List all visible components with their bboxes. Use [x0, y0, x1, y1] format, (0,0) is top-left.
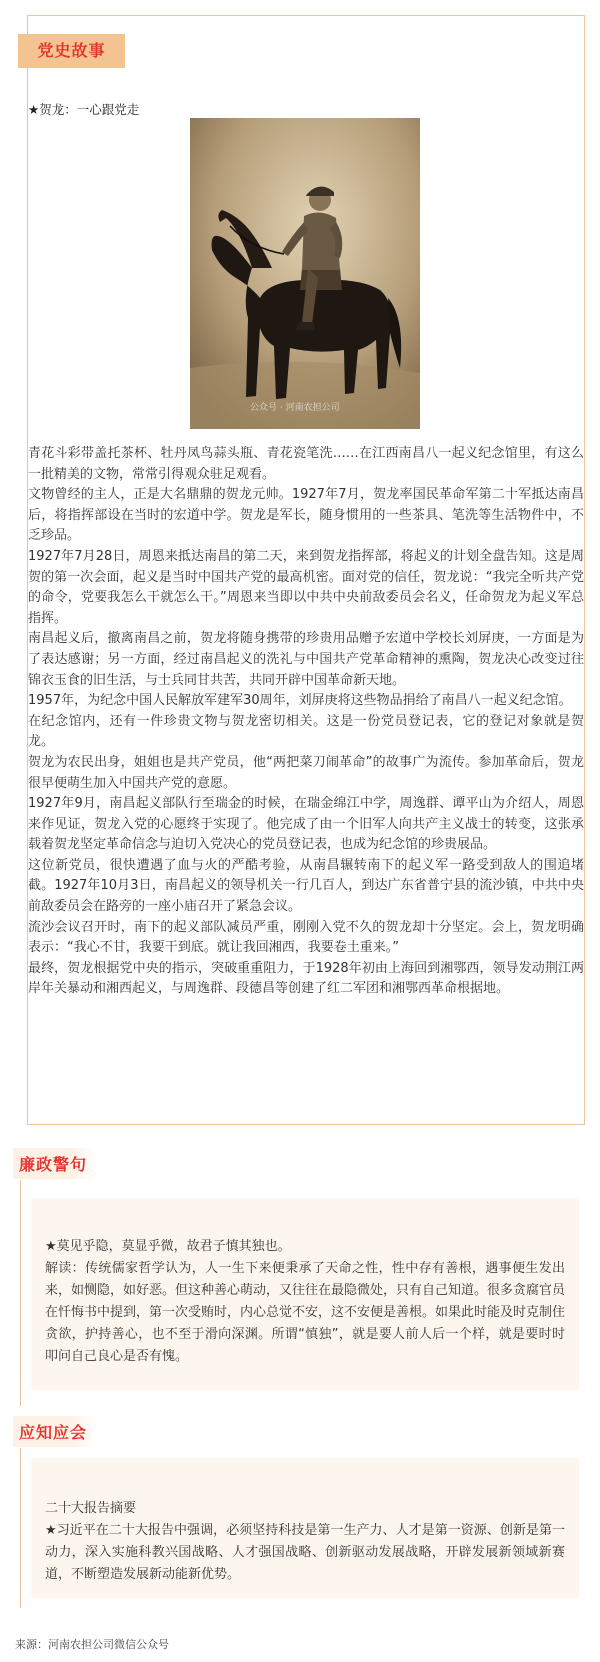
section-heading-knowledge: 应知应会 — [13, 1416, 95, 1447]
he-long-on-horse-photo[interactable] — [190, 118, 420, 429]
article-paragraph: 在纪念馆内，还有一件珍贵文物与贺龙密切相关。这是一份党员登记表，它的登记对象就是贺龙。 — [28, 713, 584, 750]
article-paragraph: 这位新党员，很快遭遇了血与火的严酷考验，从南昌辗转南下的起义军一路受到敌人的围追堵截。1927年10月3日，南昌起义的领导机关一行几百人，到达广东省普宁县的流沙镇，中共中央前敌委员会在路旁的一座小庙召开了紧急会议。 — [28, 857, 584, 915]
story-article — [28, 444, 584, 1000]
photo-watermark: 公众号 · 河南农担公司 — [250, 403, 340, 413]
section-divider-line — [20, 1180, 21, 1406]
integrity-box — [31, 1198, 579, 1390]
article-paragraph: 南昌起义后，撤离南昌之前，贺龙将随身携带的珍贵用品赠予宏道中学校长刘屏庚，一方面是为了表达感谢；另一方面，经过南昌起义的洗礼与中国共产党革命精神的熏陶，贺龙决心改变过往锦衣玉食的旧生活，与士兵同甘共苦，共同开辟中国革命新天地。 — [28, 631, 584, 688]
article-paragraph: 青花斗彩带盖托茶杯、牡丹凤鸟蒜头瓶、青花瓷笔洗……在江西南昌八一起义纪念馆里，有这么一批精美的文物，常常引得观众驻足观看。 — [28, 446, 584, 482]
article-paragraph: 1957年，为纪念中国人民解放军建军30周年，刘屏庚将这些物品捐给了南昌八一起义纪念馆。 — [28, 693, 572, 709]
knowledge-box — [31, 1458, 579, 1598]
integrity-explanation: 解读：传统儒家哲学认为，人一生下来便秉承了天命之性，性中存有善根，遇事便生发出来，如恻隐，如好恶。但这种善心萌动，又往往在最隐微处，只有自己知道。很多贪腐官员在忏悔书中提到，第一次受贿时，内心总觉不安，这不安便是善根。如果此时能及时克制住贪欲，护持善心，也不至于滑向深渊。所谓“慎独”，就是要人前人后一个样，就是要时时叩问自己良心是否有愧。 — [45, 1261, 566, 1364]
section-heading-integrity: 廉政警句 — [13, 1148, 95, 1179]
article-paragraph: 1927年9月，南昌起义部队行至瑞金的时候，在瑞金绵江中学，周逸群、谭平山为介绍人，周恩来作见证，贺龙入党的心愿终于实现了。他完成了由一个旧军人向共产主义战士的转变，这张承载着贺龙坚定革命信念与迫切入党决心的党员登记表，也成为纪念馆的珍贵展品。 — [28, 796, 584, 853]
integrity-quote: ★莫见乎隐，莫显乎微，故君子慎其独也。 — [45, 1239, 291, 1254]
article-paragraph: 流沙会议召开时，南下的起义部队减员严重，刚刚入党不久的贺龙却十分坚定。会上，贺龙明确表示：“我心不甘，我要干到底。就让我回湘西，我要卷土重来。” — [28, 919, 584, 956]
section-divider-line — [20, 1448, 21, 1608]
photo-illustration — [190, 118, 420, 429]
knowledge-body: ★习近平在二十大报告中强调，必须坚持科技是第一生产力、人才是第一资源、创新是第一动力，深入实施科教兴国战略、人才强国战略、创新驱动发展战略，开辟发展新领域新赛道，不断塑造发展新动能新优势。 — [45, 1523, 565, 1582]
knowledge-subtitle: 二十大报告摘要 — [45, 1501, 137, 1516]
article-paragraph: 1927年7月28日，周恩来抵达南昌的第二天，来到贺龙指挥部，将起义的计划全盘告知。这是周贺的第一次会面，起义是当时中国共产党的最高机密。面对党的信任，贺龙说：“我完全听共产党的命令，党要我怎么干就怎么干。”周恩来当即以中共中央前敌委员会名义，任命贺龙为起义军总指挥。 — [28, 548, 584, 626]
article-paragraph: 最终，贺龙根据党中央的指示，突破重重阻力，于1928年初由上海回到湘鄂西，领导发动荆江两岸年关暴动和湘西起义，与周逸群、段德昌等创建了红二军团和湘鄂西革命根据地。 — [28, 960, 584, 997]
story-title: ★贺龙：一心跟党走 — [28, 102, 140, 117]
article-paragraph: 文物曾经的主人，正是大名鼎鼎的贺龙元帅。1927年7月，贺龙率国民革命军第二十军抵达南昌后，将指挥部设在当时的宏道中学。贺龙是军长，随身惯用的一些茶具、笔洗等生活物件中，不乏珍品。 — [28, 487, 584, 544]
party-history-section — [27, 15, 585, 1125]
source-credit: 来源：河南农担公司微信公众号 — [15, 1638, 169, 1651]
article-paragraph: 贺龙为农民出身，姐姐也是共产党员，他“两把菜刀闹革命”的故事广为流传。参加革命后，贺龙很早便萌生加入中国共产党的意愿。 — [28, 754, 584, 791]
section-heading-party-history: 党史故事 — [18, 34, 125, 68]
